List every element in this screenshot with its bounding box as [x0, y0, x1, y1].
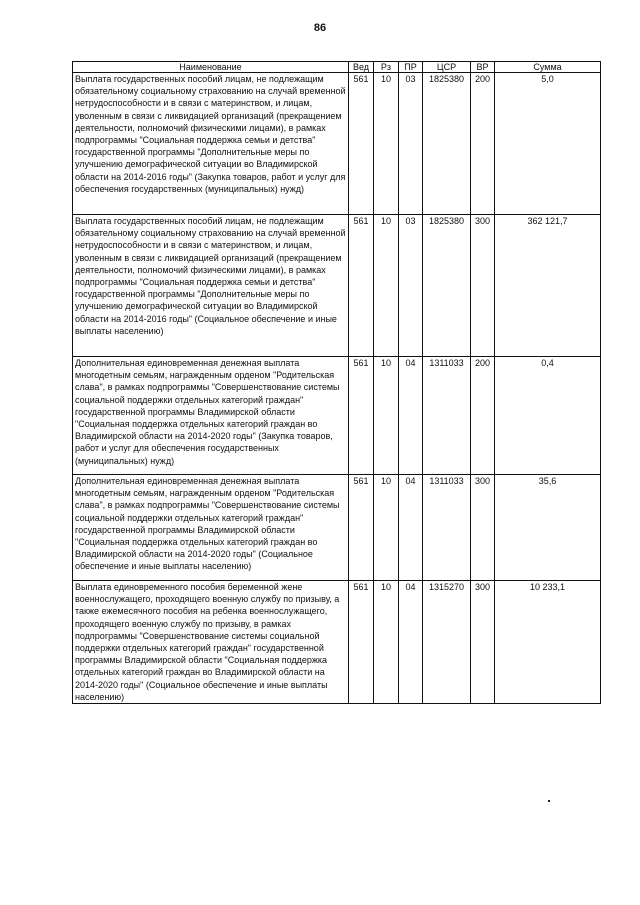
row-vr: 200 — [471, 357, 495, 475]
table-row — [73, 475, 601, 581]
row-rz: 10 — [374, 475, 399, 581]
table-row — [73, 215, 601, 357]
row-vr: 300 — [471, 475, 495, 581]
row-sum: 10 233,1 — [495, 581, 601, 704]
table-row — [73, 357, 601, 475]
row-csr: 1311033 — [423, 357, 471, 475]
row-rz: 10 — [374, 215, 399, 357]
page-number: 86 — [313, 22, 327, 34]
header-csr: ЦСР — [423, 62, 471, 73]
row-rz: 10 — [374, 357, 399, 475]
row-sum: 0,4 — [495, 357, 601, 475]
row-rz: 10 — [374, 581, 399, 704]
row-vr: 300 — [471, 215, 495, 357]
row-sum: 362 121,7 — [495, 215, 601, 357]
row-csr: 1825380 — [423, 73, 471, 215]
row-ved: 561 — [349, 581, 374, 704]
header-ved: Вед — [349, 62, 374, 73]
row-ved: 561 — [349, 215, 374, 357]
row-ved: 561 — [349, 475, 374, 581]
row-pr: 04 — [399, 357, 423, 475]
scan-speck — [548, 800, 550, 802]
row-name: Выплата единовременного пособия беременной жене военнослужащего, проходящего военную службу по призыву, а также ежемесячного пособия на ребенка военнослужащего, проходящего военную службу по призыву, в рамках подпрограммы "Совершенствование системы социальной поддержки отдельных категорий граждан" государственной программы Владимирской области "Социальная поддержка отдельных категорий граждан во Владимирской области на 2014-2020 годы" (Социальное обеспечение и иные выплаты населению) — [73, 581, 349, 704]
header-vr: ВР — [471, 62, 495, 73]
row-csr: 1315270 — [423, 581, 471, 704]
row-ved: 561 — [349, 73, 374, 215]
table-row — [73, 73, 601, 215]
budget-table — [72, 61, 601, 704]
row-csr: 1825380 — [423, 215, 471, 357]
table-row — [73, 581, 601, 704]
row-vr: 200 — [471, 73, 495, 215]
table-header-row — [73, 62, 601, 73]
row-rz: 10 — [374, 73, 399, 215]
header-pr: ПР — [399, 62, 423, 73]
row-sum: 5,0 — [495, 73, 601, 215]
row-name: Выплата государственных пособий лицам, не подлежащим обязательному социальному страхованию на случай временной нетрудоспособности и в связи с материнством, и лицам, уволенным в связи с ликвидацией организаций (прекращением деятельности, полномочий физическими лицами), в рамках подпрограммы "Социальная поддержка семьи и детства" государственной программы "Дополнительные меры по улучшению демографической ситуации во Владимирской области на 2014-2016 годы" (Социальное обеспечение и иные выплаты населению) — [73, 215, 349, 357]
row-pr: 03 — [399, 215, 423, 357]
row-name: Дополнительная единовременная денежная выплата многодетным семьям, награжденным орденом "Родительская слава", в рамках подпрограммы "Совершенствование системы социальной поддержки отдельных категорий граждан" государственной программы Владимирской области "Социальная поддержка отдельных категорий граждан во Владимирской области на 2014-2020 годы" (Закупка товаров, работ и услуг для обеспечения государственных (муниципальных) нужд) — [73, 357, 349, 475]
row-pr: 03 — [399, 73, 423, 215]
header-sum: Сумма — [495, 62, 601, 73]
row-csr: 1311033 — [423, 475, 471, 581]
row-name: Дополнительная единовременная денежная выплата многодетным семьям, награжденным орденом "Родительская слава", в рамках подпрограммы "Совершенствование системы социальной поддержки отдельных категорий граждан" государственной программы Владимирской области "Социальная поддержка отдельных категорий граждан во Владимирской области на 2014-2020 годы" (Социальное обеспечение и иные выплаты населению) — [73, 475, 349, 581]
row-vr: 300 — [471, 581, 495, 704]
row-pr: 04 — [399, 581, 423, 704]
row-sum: 35,6 — [495, 475, 601, 581]
row-ved: 561 — [349, 357, 374, 475]
row-name: Выплата государственных пособий лицам, не подлежащим обязательному социальному страхованию на случай временной нетрудоспособности и в связи с материнством, и лицам, уволенным в связи с ликвидацией организаций (прекращением деятельности, полномочий физическими лицами), в рамках подпрограммы "Социальная поддержка семьи и детства" государственной программы "Дополнительные меры по улучшению демографической ситуации во Владимирской области на 2014-2016 годы" (Закупка товаров, работ и услуг для обеспечения государственных (муниципальных) нужд) — [73, 73, 349, 215]
header-rz: Рз — [374, 62, 399, 73]
row-pr: 04 — [399, 475, 423, 581]
header-name: Наименование — [73, 62, 349, 73]
